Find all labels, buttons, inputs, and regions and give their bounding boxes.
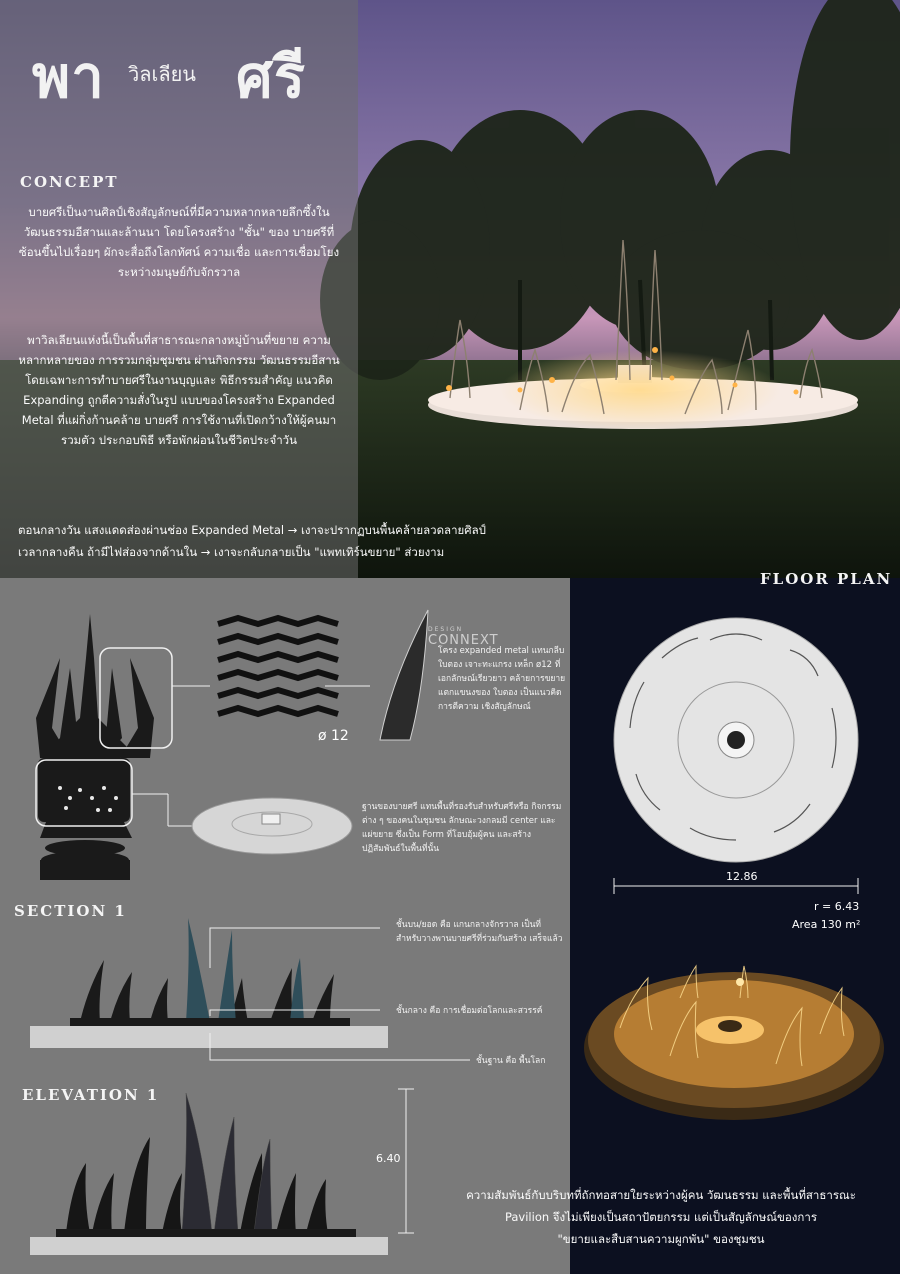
title-subtitle: วิลเลียน: [128, 62, 196, 86]
rod-diameter-label: ø 12: [318, 728, 349, 744]
section-top-note: ชั้นบน/ยอด คือ แกนกลางจักรวาล เป็นที่สำหรับวางพานบายศรีที่ร่วมกันสร้าง เสร็จแล้ว: [396, 920, 563, 944]
relation-line-1: ความสัมพันธ์กับบริบทที่ถักทอสายใยระหว่างผู้คน วัฒนธรรม และพื้นที่สาธารณะ: [466, 1188, 856, 1202]
title-main-right: ศรี: [236, 43, 306, 111]
concept-heading: CONCEPT: [20, 173, 119, 191]
watermark-top: DESIGN: [428, 626, 464, 633]
concept-paragraph-1: บายศรีเป็นงานศิลป์เชิงสัญลักษณ์ที่มีความหลากหลายลึกซึ้งใน วัฒนธรรมอีสานและล้านนา โดยโครงสร้าง "ชั้น" ของ บายศรีที่ซ้อนขึ้นไปเรื่อยๆ ผักจะสื่อถึงโลกทัศน์ ความเชื่อ และการเชื่อมโยงระหว่างมนุษย์กับจักรวาล: [18, 205, 340, 279]
floor-plan-drawing: [570, 578, 900, 1138]
floor-plan-heading: FLOOR PLAN: [760, 570, 893, 588]
elevation-drawing: [0, 1083, 440, 1263]
floor-plan-radius-label: r = 6.43: [814, 900, 860, 913]
drawing-sheet: [0, 570, 900, 1274]
relation-line-3: "ขยายและสืบสานความผูกพัน" ของชุมชน: [557, 1232, 765, 1246]
relation-text: [426, 1184, 896, 1250]
hero-section: [0, 0, 900, 578]
base-caption: ฐานของบายศรี แทนพื้นที่รองรับสำหรับศรีหรือ กิจกรรมต่าง ๆ ของคนในชุมชน ลักษณะวงกลมมี center และแผ่ขยาย ซึ่งเป็น Form ที่โอบอุ้มผู้คน และสร้างปฏิสัมพันธ์ในพื้นที่นั้น: [362, 802, 562, 854]
floor-plan-diameter-label: 12.86: [726, 870, 758, 883]
watermark-main: CONNEXT: [428, 633, 499, 648]
expanded-metal-caption: โครง expanded metal แทนกลีบใบตอง เจาะทะแกรง เหล็ก ø12 ที่เอกลักษณ์เรียวยาว คล้ายการขยายแตกแขนงของ ใบตอง เป็นแนวคิดการตีความ เชิงสัญลักษณ์: [438, 646, 566, 712]
concept-paragraph-2: พาวิลเลียนแห่งนี้เป็นพื้นที่สาธารณะกลางหมู่บ้านที่ขยาย ความหลากหลายของ การรวมกลุ่มชุมชน ผ่านกิจกรรม วัฒนธรรมอีสาน โดยเฉพาะการทำบายศรีในงานบุญและ พิธีกรรมสำคัญ แนวคิด Expanding ถูกตีความสั่งในรูป แบบของโครงสร้าง Expanded Metal ที่แผ่กิ่งก้านคล้าย บายศรี การใช้งานที่เปิดกว้างให้ผู้คนมารวมตัว ประกอบพิธี หรือพักผ่อนในชีวิตประจำวัน: [18, 333, 340, 447]
concept-note-night: เวลากลางคืน ถ้ามีไฟส่องจากด้านใน → เงาจะกลับกลายเป็น "แพทเทิร์นขยาย" ส่วยงาม: [18, 545, 445, 559]
title-main-left: พา: [32, 43, 105, 111]
relation-line-2: Pavilion จึงไม่เพียงเป็นสถาปัตยกรรม แต่เป็นสัญลักษณ์ของการ: [504, 1210, 818, 1224]
section-base-note: ชั้นฐาน คือ พื้นโลก: [476, 1056, 546, 1066]
floor-plan-area-label: Area 130 m²: [792, 918, 861, 931]
section-middle-note: ชั้นกลาง คือ การเชื่อมต่อโลกและสวรรค์: [396, 1006, 543, 1016]
elevation-height-label: 6.40: [376, 1152, 401, 1165]
elevation-heading: ELEVATION 1: [22, 1086, 160, 1104]
section-heading: SECTION 1: [14, 902, 127, 920]
concept-note-day: ตอนกลางวัน แสงแดดส่องผ่านช่อง Expanded Metal → เงาจะปรากฏบนพื้นคล้ายลวดลายศิลป์: [18, 523, 486, 537]
